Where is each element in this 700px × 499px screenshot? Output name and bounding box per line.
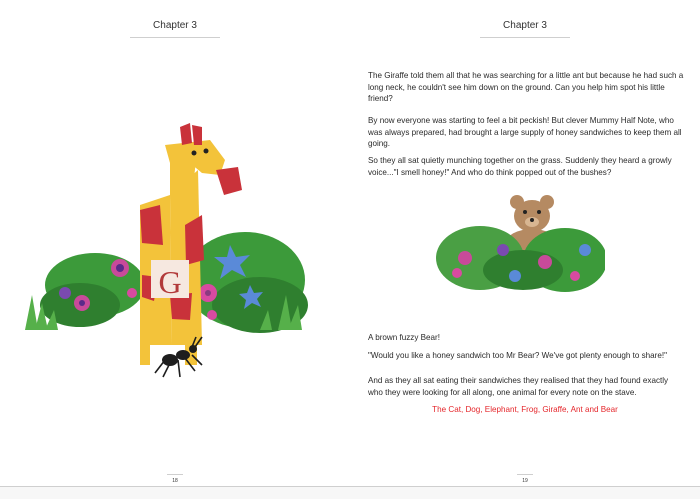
left-footer-divider [167,474,183,475]
right-header-divider [480,37,570,38]
paragraph-5: "Would you like a honey sandwich too Mr Bear? We've got plenty enough to share!" [368,351,667,360]
giraffe-illustration [20,115,320,395]
giraffe-letter: G [158,264,182,300]
viewer-bottom-bar [0,486,700,499]
paragraph-6: And as they all sat eating their sandwiches they realised that they had found exactly who they were looking for all along, one animal for every note on the stave. [368,376,669,397]
paragraph-1: The Giraffe told them all that he was searching for a little ant but because he had such a long neck, he couldn't see him down on the ground. Can you help him spot his little friend? [368,71,684,104]
paragraph-2: By now everyone was starting to feel a bit peckish! But clever Mummy Half Note, who was always prepared, had brought a large supply of honey sandwiches to keep them all going. [368,116,682,149]
paragraph-3: So they all sat quietly munching together on the grass. Suddenly they heard a growly voice..."I smell honey!" And who do think popped out of the bushes? [368,156,672,177]
left-page-number: 18 [172,478,178,484]
right-page-header: Chapter 3 [503,20,547,31]
left-header-divider [130,37,220,38]
right-page-number: 19 [522,478,528,484]
left-page-header: Chapter 3 [153,20,197,31]
animal-list-line: The Cat, Dog, Elephant, Frog, Giraffe, Ant and Bear [432,405,618,414]
right-footer-divider [517,474,533,475]
right-page [350,0,700,486]
paragraph-4: A brown fuzzy Bear! [368,333,440,342]
left-page [0,0,350,486]
bear-illustration [435,188,605,298]
